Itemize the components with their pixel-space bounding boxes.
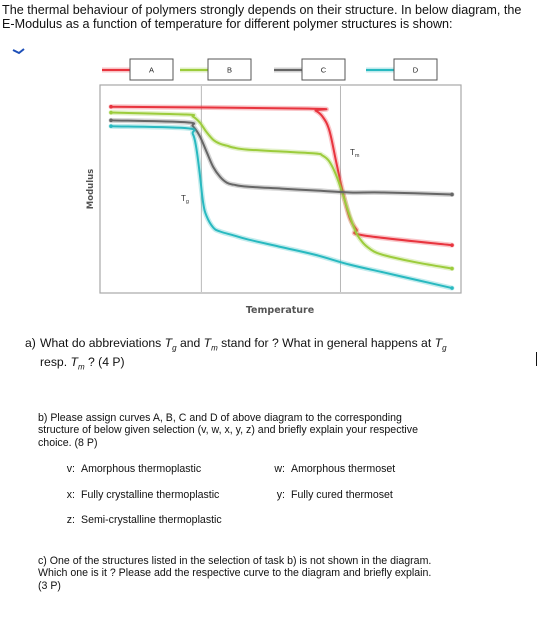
qa-part-5: ? (4 P) [84,355,125,370]
option-x-key: x: [66,489,75,501]
qa-tm-symbol-2: $T_m$ [70,355,85,372]
tg-label-sub: g [185,199,189,205]
option-z-key: z: [66,514,75,526]
option-y-key: y: [276,489,285,501]
option-x [54,489,219,501]
option-w [264,463,395,475]
curve-d-start-dot [109,124,113,128]
option-x-label: Fully crystalline thermoplastic [81,489,220,501]
question-b-text: b) Please assign curves A, B, C and D of above diagram to the corresponding structure of below given selection (v, w, x, y, z) and briefly explain your respective choice. (8 P) [38,412,418,449]
legend-label-d: D [412,65,419,75]
chart-curves [111,107,452,288]
curve-c [111,120,452,194]
question-c-text: c) One of the structures listed in the selection of task b) is not shown in the diagram. Which one is it ? Please add the respective curve to the diagram and briefly explain. (3 P) [38,555,432,592]
qa-tg-symbol: $T_g$ [164,336,177,353]
tm-label: $T_m$ [350,148,360,159]
qa-tm-symbol: $T_m$ [203,336,218,353]
legend-label-b: B [226,65,233,75]
option-y-label: Fully cured thermoset [291,489,393,501]
question-a [25,336,510,375]
tg-label: $T_g$ [181,194,189,205]
curve-c-shadow [111,120,452,194]
x-axis-label: Temperature [245,305,315,316]
question-a-text [40,336,510,375]
curve-a-start-dot [109,105,113,109]
curve-c-end-dot [450,193,454,197]
tm-label-sub: m [354,153,360,159]
qa-part-4: resp. [40,355,71,370]
option-z-label: Semi-crystalline thermoplastic [81,514,222,526]
question-a-letter: a) [25,336,36,350]
curve-end-markers [109,105,454,290]
option-w-key: w: [274,463,285,475]
option-w-label: Amorphous thermoset [291,463,396,475]
option-y [264,489,393,501]
qa-part-2: and [176,336,204,350]
option-v [54,463,201,475]
intro-paragraph: The thermal behaviour of polymers strongly depends on their structure. In below diagram, the E-Modulus as a function of temperature for different polymer structures is shown: [2,3,522,32]
legend-label-a: A [148,65,155,75]
option-v-label: Amorphous thermoplastic [81,463,202,475]
option-z [54,514,222,526]
qa-part-3: stand for ? What in general happens at [217,336,435,350]
curve-b-start-dot [109,111,113,115]
y-axis-label: Modulus [86,168,96,210]
option-v-key: v: [66,463,75,475]
qa-tg-symbol-2: $T_g$ [434,336,447,353]
curve-d-end-dot [450,286,454,290]
qa-part-1: What do abbreviations [40,336,165,350]
curve-c-start-dot [109,119,113,123]
legend-label-c: C [320,65,327,75]
curve-b-end-dot [450,267,454,271]
chart-legend [102,59,437,80]
curve-a-end-dot [450,243,454,247]
text-cursor [536,352,537,366]
